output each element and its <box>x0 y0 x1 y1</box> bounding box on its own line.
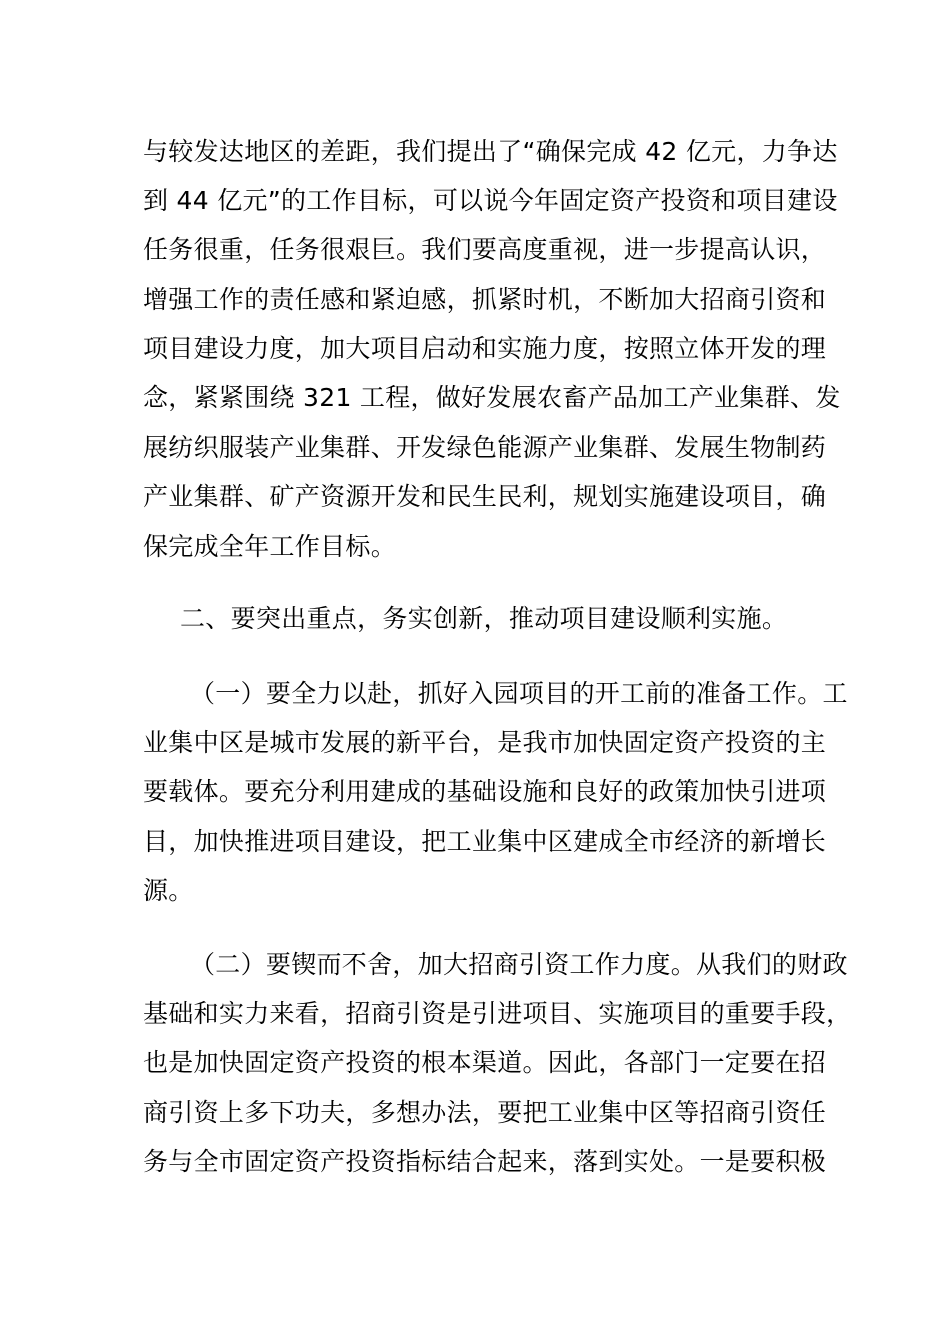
paragraph-1-line-6: 念，紧紧围绕 321 工程，做好发展农畜产品加工产业集群、发 <box>143 383 841 412</box>
paragraph-4-line-5: 务与全市固定资产投资指标结合起来，落到实处。一是要积极 <box>143 1147 827 1176</box>
paragraph-3-line-4: 目，加快推进项目建设，把工业集中区建成全市经济的新增长 <box>143 827 827 856</box>
paragraph-3-line-5: 源。 <box>143 876 194 905</box>
paragraph-4-line-1: （二）要锲而不舍，加大招商引资工作力度。从我们的财政 <box>190 950 848 979</box>
paragraph-4-line-2: 基础和实力来看，招商引资是引进项目、实施项目的重要手段， <box>143 999 852 1028</box>
paragraph-3-line-2: 业集中区是城市发展的新平台，是我市加快固定资产投资的主 <box>143 728 827 757</box>
paragraph-1-line-8: 产业集群、矿产资源开发和民生民利，规划实施建设项目，确 <box>143 482 827 511</box>
paragraph-1-line-9: 保完成全年工作目标。 <box>143 532 397 561</box>
paragraph-3-line-1: （一）要全力以赴，抓好入园项目的开工前的准备工作。工 <box>190 679 848 708</box>
paragraph-1-line-5: 项目建设力度，加大项目启动和实施力度，按照立体开发的理 <box>143 334 827 363</box>
paragraph-1-line-4: 增强工作的责任感和紧迫感，抓紧时机，不断加大招商引资和 <box>143 285 827 314</box>
paragraph-1-line-7: 展纺织服装产业集群、开发绿色能源产业集群、发展生物制药 <box>143 433 827 462</box>
paragraph-4-line-4: 商引资上多下功夫，多想办法，要把工业集中区等招商引资任 <box>143 1098 827 1127</box>
paragraph-4-line-3: 也是加快固定资产投资的根本渠道。因此，各部门一定要在招 <box>143 1048 827 1077</box>
paragraph-1-line-1: 与较发达地区的差距，我们提出了“确保完成 42 亿元，力争达 <box>143 137 838 166</box>
paragraph-1-line-3: 任务很重，任务很艰巨。我们要高度重视，进一步提高认识， <box>143 235 827 264</box>
section-heading-2: 二、要突出重点，务实创新，推动项目建设顺利实施。 <box>180 604 788 633</box>
paragraph-1-line-2: 到 44 亿元”的工作目标，可以说今年固定资产投资和项目建设 <box>143 186 838 215</box>
paragraph-3-line-3: 要载体。要充分利用建成的基础设施和良好的政策加快引进项 <box>143 777 827 806</box>
